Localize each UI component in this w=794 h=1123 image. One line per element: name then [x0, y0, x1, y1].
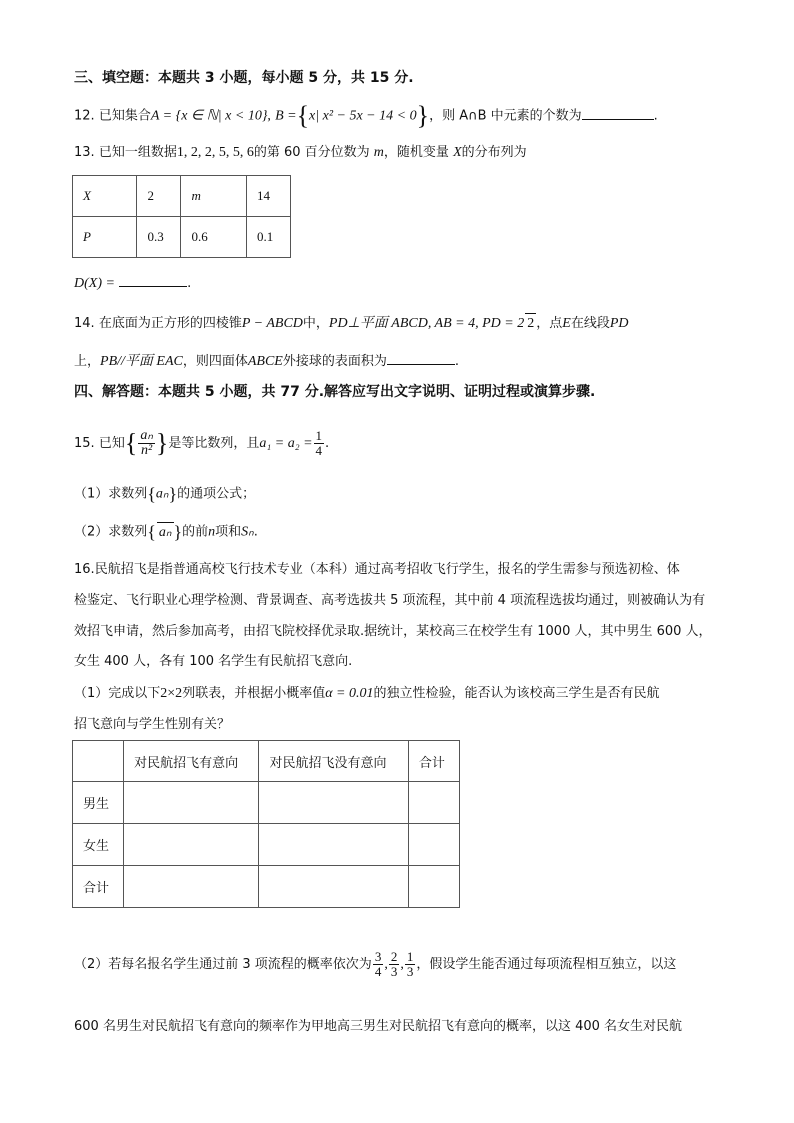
probability-fraction: $\frac{1}{3}$: [406, 949, 414, 979]
table-cell: 0.1: [246, 217, 290, 258]
table-header-cell: 对民航招飞没有意向: [259, 741, 408, 782]
table-row-label: 男生: [73, 782, 124, 824]
table-row-label: 合计: [73, 866, 124, 908]
table-cell: 0.6: [181, 217, 247, 258]
question-16-para-line: 检鉴定、飞行职业心理学检测、背景调查、高考选拔共 5 项流程，其中前 4 项流程选拔均通过，则被确认为有: [74, 593, 706, 608]
question-15-part-1: （1）求数列{aₙ}的通项公式；: [74, 484, 256, 504]
question-16-part-1: （1）完成以下2×2列联表，并根据小概率值α = 0.01的独立性检验，能否认为该校高三学生是否有民航: [74, 686, 660, 701]
table-empty-cell[interactable]: [259, 866, 408, 908]
table-empty-cell[interactable]: [408, 782, 459, 824]
question-number: 16.: [74, 562, 95, 577]
table-header-cell: [73, 741, 124, 782]
question-12: 12. 已知集合A = {x ∈ ℕ| x < 10}, B ={x| x² − 5x − 14 < 0}，则 A∩B 中元素的个数为 .: [74, 101, 658, 130]
question-16-para-line: 女生 400 人，各有 100 名学生有民航招飞意向.: [74, 654, 353, 669]
table-cell: X: [73, 176, 137, 217]
distribution-table: [72, 175, 291, 258]
answer-blank[interactable]: [119, 272, 187, 287]
set-a-formula: A = {x ∈ ℕ| x < 10}: [150, 108, 268, 124]
set-b-formula: x| x² − 5x − 14 < 0: [309, 108, 417, 124]
question-number: 14.: [74, 316, 95, 331]
set-b-label: B =: [275, 108, 297, 124]
table-cell: 2: [137, 176, 181, 217]
table-cell: 0.3: [137, 217, 181, 258]
question-number: 12.: [74, 108, 95, 124]
table-row-label: 女生: [73, 824, 124, 866]
data-list: 1, 2, 2, 5, 5, 6: [176, 145, 254, 160]
table-header-cell: 对民航招飞有意向: [124, 741, 259, 782]
answer-blank[interactable]: [582, 105, 654, 120]
question-16-part-1-line-2: 招飞意向与学生性别有关？: [74, 717, 231, 732]
table-cell: m: [181, 176, 247, 217]
question-16-para-line: 效招飞申请，然后参加高考，由招飞院校择优录取.据统计，某校高三在校学生有 1000 人，其中男生 600 人，: [74, 624, 712, 639]
question-14-line-1: 14. 在底面为正方形的四棱锥P − ABCD中，PD⊥平面 ABCD, AB = 4, PD = 2 2 ，点E在线段PD: [74, 313, 629, 334]
question-16-part-2: （2）若每名报名学生通过前 3 项流程的概率依次为 $\frac{3}{4}$ , $\frac{2}{3}$ , $\frac{1}{3}$ ，假设学生能否通过每项流程相互独立，以这: [74, 949, 677, 979]
question-16-para-line: 16.民航招飞是指普通高校飞行技术专业（本科）通过高考招收飞行学生，报名的学生需参与预选初检、体: [74, 562, 680, 577]
table-cell: P: [73, 217, 137, 258]
question-text: 已知集合: [98, 108, 151, 124]
probability-fraction: $\frac{2}{3}$: [390, 949, 398, 979]
section-heading-solutions: 四、解答题：本题共 5 小题，共 77 分.解答应写出文字说明、证明过程或演算步骤.: [74, 384, 596, 400]
table-empty-cell[interactable]: [124, 782, 259, 824]
table-empty-cell[interactable]: [408, 824, 459, 866]
variance-answer: D(X) = .: [74, 272, 191, 294]
table-cell: 14: [246, 176, 290, 217]
answer-blank[interactable]: [387, 350, 455, 365]
section-heading-fill-in: 三、填空题：本题共 3 小题，每小题 5 分，共 15 分.: [74, 70, 414, 86]
table-empty-cell[interactable]: [124, 866, 259, 908]
question-15: 15. 已知{ $\frac{\text{aₙ}}{\text{n²}}$ }是等比数列，且a₁ = a₂ = $\frac{1}{4}$ .: [74, 428, 330, 458]
question-text: ，则 A∩B 中元素的个数为: [429, 108, 582, 124]
question-13: 13. 已知一组数据1, 2, 2, 5, 5, 6的第 60 百分位数为 m，随机变量 X的分布列为: [74, 145, 527, 160]
one-quarter-fraction: $\frac{1}{4}$: [315, 428, 323, 458]
question-14-line-2: 上，PB//平面 EAC，则四面体ABCE外接球的表面积为 .: [74, 350, 459, 372]
question-number: 15.: [74, 436, 95, 451]
question-15-part-2: （2）求数列{ aₙ }的前n项和Sₙ.: [74, 522, 258, 542]
sequence-fraction: $\frac{\text{aₙ}}{\text{n²}}$: [140, 428, 153, 458]
question-number: 13.: [74, 145, 95, 160]
contingency-table: [72, 740, 460, 908]
table-header-cell: 合计: [408, 741, 459, 782]
table-empty-cell[interactable]: [124, 824, 259, 866]
table-empty-cell[interactable]: [259, 782, 408, 824]
table-empty-cell[interactable]: [259, 824, 408, 866]
sqrt-radicand: 2: [525, 313, 536, 334]
question-16-part-2-line-2: 600 名男生对民航招飞有意向的频率作为甲地高三男生对民航招飞有意向的概率，以这 400 名女生对民航: [74, 1019, 683, 1034]
probability-fraction: $\frac{3}{4}$: [374, 949, 382, 979]
table-empty-cell[interactable]: [408, 866, 459, 908]
